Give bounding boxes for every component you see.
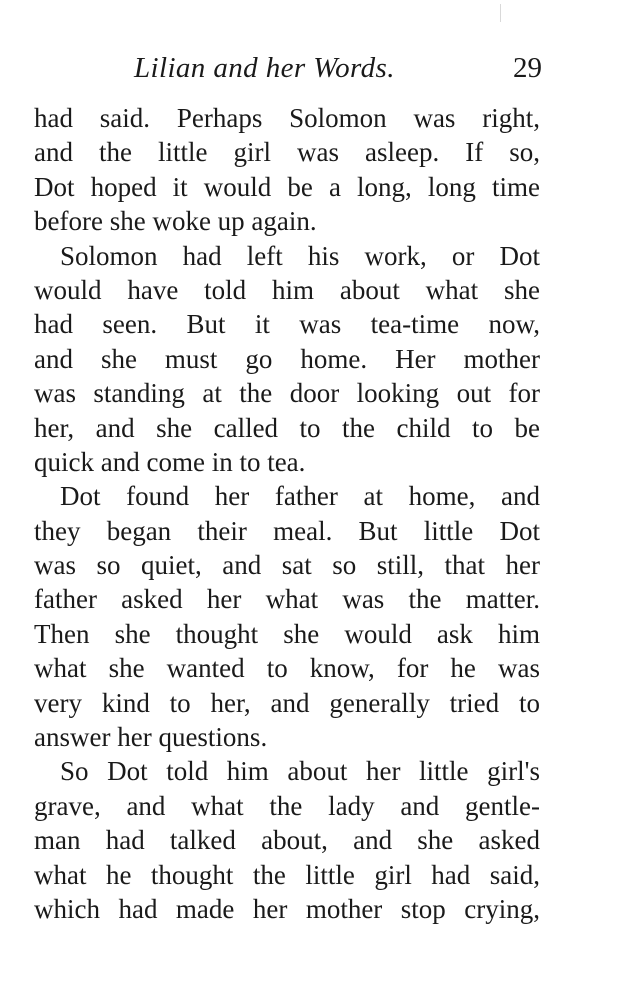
text-line: Then she thought she would ask him [34, 618, 540, 649]
text-line: father asked her what was the matter. [34, 584, 540, 615]
paragraph [34, 754, 540, 926]
text-line: was so quiet, and sat so still, that her [34, 550, 540, 581]
text-line: before she woke up again. [34, 206, 317, 237]
text-line: So Dot told him about her little girl's [60, 756, 540, 787]
page-number: 29 [513, 52, 542, 84]
scan-speck [500, 4, 501, 22]
text-line: answer her questions. [34, 722, 268, 753]
text-line: and the little girl was asleep. If so, [34, 137, 540, 168]
paragraph [34, 101, 540, 239]
running-head [34, 52, 542, 92]
text-line: quick and come in to tea. [34, 446, 306, 477]
text-line: was standing at the door looking out for [34, 378, 540, 409]
text-line: Dot found her father at home, and [60, 481, 540, 512]
body-text [34, 101, 540, 926]
text-line: had seen. But it was tea-time now, [34, 309, 540, 340]
paragraph [34, 479, 540, 754]
text-line: what he thought the little girl had said, [34, 859, 540, 890]
text-line: Solomon had left his work, or Dot [60, 240, 540, 271]
text-line: her, and she called to the child to be [34, 412, 540, 443]
text-line: had said. Perhaps Solomon was right, [34, 103, 540, 133]
paragraph [34, 239, 540, 480]
text-line: Dot hoped it would be a long, long time [34, 171, 540, 202]
text-line: and she must go home. Her mother [34, 343, 540, 374]
text-line: man had talked about, and she asked [34, 825, 540, 856]
text-line: what she wanted to know, for he was [34, 653, 540, 684]
text-line: grave, and what the lady and gentle- [34, 790, 540, 821]
text-line: which had made her mother stop crying, [34, 893, 540, 924]
text-line: would have told him about what she [34, 274, 540, 305]
text-line: very kind to her, and generally tried to [34, 687, 540, 718]
text-line: they began their meal. But little Dot [34, 515, 540, 546]
running-title: Lilian and her Words. [134, 52, 395, 84]
